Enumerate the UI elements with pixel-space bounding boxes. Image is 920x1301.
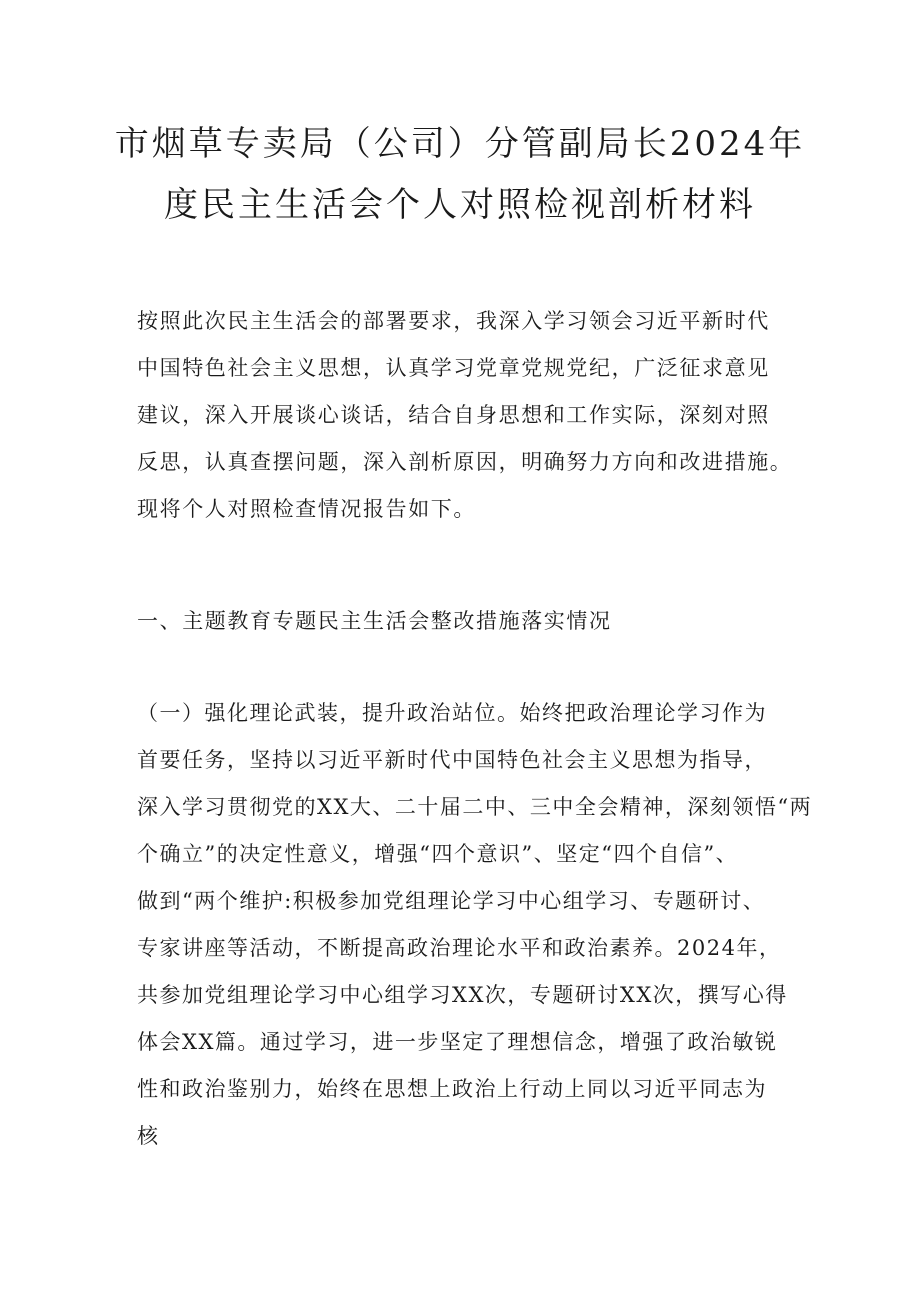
body-line: 深入学习贯彻党的XX大、二十届二中、三中全会精神，深刻领悟“两	[137, 795, 813, 819]
section-heading-text: 一、主题教育专题民主生活会整改措施落实情况	[137, 609, 612, 633]
document-title-line-2: 度民主生活会个人对照检视剖析材料	[164, 185, 756, 225]
intro-line: 中国特色社会主义思想，认真学习党章党规党纪，广泛征求意见	[137, 356, 770, 380]
body-line: 做到“两个维护:积极参加党组理论学习中心组学习、专题研讨、	[137, 889, 766, 913]
body-line: 性和政治鉴别力，始终在思想上政治上行动上同以习近平同志为	[137, 1077, 767, 1101]
body-line: 共参加党组理论学习中心组学习XX次，专题研讨XX次，撰写心得	[137, 983, 788, 1007]
body-line: 首要任务，坚持以习近平新时代中国特色社会主义思想为指导，	[137, 748, 767, 772]
body-line: 个确立”的决定性意义，增强“四个意识”、坚定“四个自信”、	[137, 842, 739, 866]
body-line: 体会XX篇。通过学习，进一步坚定了理想信念，增强了政治敏锐	[137, 1030, 778, 1054]
intro-line: 建议，深入开展谈心谈话，结合自身思想和工作实际，深刻对照	[137, 403, 770, 427]
body-line: （一）强化理论武装，提升政治站位。始终把政治理论学习作为	[137, 701, 767, 725]
body-line: 核	[137, 1124, 160, 1148]
intro-line: 按照此次民主生活会的部署要求，我深入学习领会习近平新时代	[137, 309, 770, 333]
body-line: 专家讲座等活动，不断提高政治理论水平和政治素养。2024年，	[137, 936, 782, 960]
intro-line: 反思，认真查摆问题，深入剖析原因，明确努力方向和改进措施。	[137, 450, 793, 474]
body-paragraph	[137, 690, 813, 1160]
section-heading	[137, 598, 797, 645]
intro-line: 现将个人对照检查情况报告如下。	[137, 497, 476, 521]
intro-paragraph	[137, 298, 797, 533]
document-title-line-1: 市烟草专卖局（公司）分管副局长2024年	[114, 124, 806, 164]
